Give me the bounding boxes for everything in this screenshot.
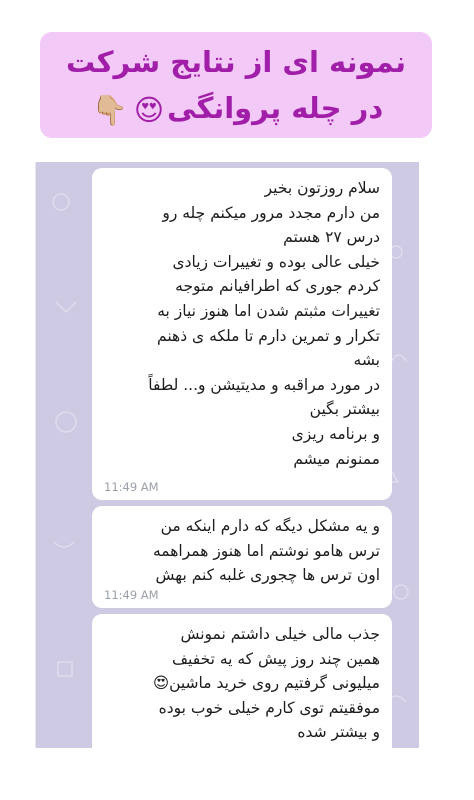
message-line: بشه — [353, 351, 380, 370]
message-line: خیلی عالی بوده و تغییرات زیادی — [172, 252, 380, 271]
message-text-3 — [104, 622, 380, 745]
title-banner — [40, 32, 432, 138]
message-line: تکرار و تمرین دارم تا ملکه ی ذهنم — [157, 326, 380, 345]
message-line: من دارم مجدد مرور میکنم چله رو — [162, 203, 380, 222]
message-line: در مورد مراقبه و مدیتیشن و... لطفاً — [148, 375, 380, 394]
message-line: میلیونی گرفتیم روی خرید ماشین😍 — [152, 674, 380, 693]
message-line: بیشتر بگین — [309, 400, 380, 419]
pointing-down-hand-icon: 👇🏼 — [91, 93, 128, 127]
message-line: ترس هامو نوشتم اما هنوز همراهمه — [152, 541, 380, 560]
message-line: تغییرات مثبتم شدن اما هنوز نیاز به — [157, 301, 380, 320]
message-line: و بیشتر شده — [297, 723, 380, 742]
message-line: و برنامه ریزی — [291, 424, 380, 443]
message-line: درس ۲۷ هستم — [283, 228, 380, 247]
message-timestamp-2: 11:49 AM — [104, 588, 159, 602]
message-line: همین چند روز پیش که یه تخفیف — [172, 649, 380, 668]
message-text-1 — [104, 176, 380, 471]
title-line-2 — [40, 88, 432, 130]
message-timestamp-1: 11:49 AM — [104, 480, 159, 494]
heart-eyes-emoji-icon: 😍 — [133, 93, 165, 127]
title-line-1: نمونه ای از نتایج شرکت — [65, 45, 407, 79]
message-line: کردم جوری که اطرافیانم متوجه — [175, 277, 380, 296]
message-text-2 — [104, 514, 380, 588]
message-line: و یه مشکل دیگه که دارم اینکه من — [160, 517, 380, 535]
message-line: سلام روزتون بخیر — [264, 179, 380, 197]
message-line: اون ترس ها چجوری غلبه کنم بهش — [155, 566, 380, 585]
message-bubble-3[interactable] — [92, 614, 392, 748]
message-bubble-2[interactable] — [92, 506, 392, 608]
title-line-2-text: در چله پروانگی — [167, 91, 384, 125]
message-bubble-1[interactable] — [92, 168, 392, 500]
chat-bottom-edge — [35, 748, 418, 760]
message-line: موفقیتم توی کارم خیلی خوب بوده — [158, 698, 380, 717]
message-line: ممنونم میشم — [293, 449, 380, 468]
chat-area[interactable] — [35, 162, 419, 748]
message-line: جذب مالی خیلی داشتم نمونش — [180, 625, 380, 643]
